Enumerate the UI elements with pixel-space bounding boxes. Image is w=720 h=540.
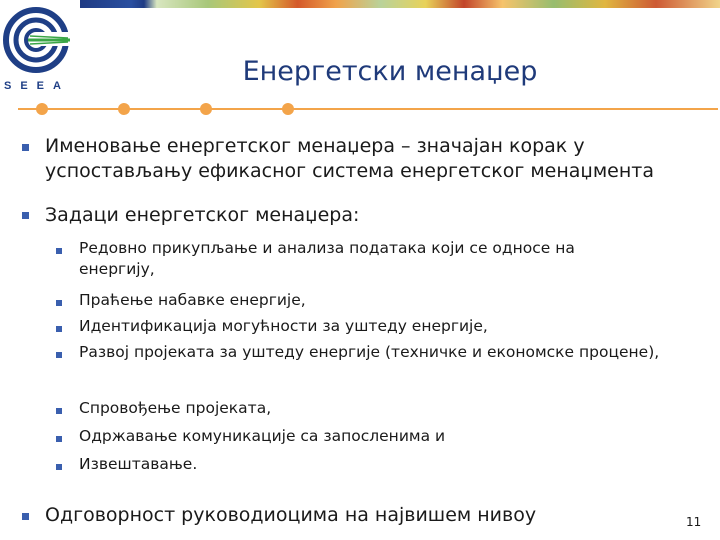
sub-bullet-square-icon (56, 248, 62, 254)
bullet-square-icon (22, 144, 29, 151)
bullet-responsibility: Одговорност руководиоцима на највишем нивоу (45, 504, 537, 526)
bullet-square-icon (22, 513, 29, 520)
divider-dot (36, 103, 48, 115)
sub-bullet-opportunities: Идентификација могућности за уштеду енергије, (79, 317, 488, 335)
sub-bullet-project-development: Развој пројеката за уштеду енергије (техничке и економске процене), (79, 343, 660, 361)
sub-bullet-square-icon (56, 436, 62, 442)
divider-dot (200, 103, 212, 115)
slide-title: Енергетски менаџер (242, 56, 538, 87)
bullet-square-icon (22, 212, 29, 219)
sub-bullet-square-icon (56, 300, 62, 306)
logo-text: SEEA (4, 80, 70, 92)
sub-bullet-communication: Одржавање комуникације са запосленима и (79, 427, 446, 445)
sub-bullet-square-icon (56, 408, 62, 414)
bullet-appointment: Именовање енергетског менаџера – значајан корак у успостављању ефикасног система енергетског менаџмента (45, 135, 655, 182)
sub-bullet-square-icon (56, 352, 62, 358)
sub-bullet-reporting: Извештавање. (79, 455, 198, 473)
sub-bullet-square-icon (56, 326, 62, 332)
sub-bullet-data-collection: Редовно прикупљање и анализа података који се односе на енергију, (79, 239, 575, 278)
divider-dot (118, 103, 130, 115)
bullet-tasks: Задаци енергетског менаџера: (45, 204, 360, 226)
page-number: 11 (686, 515, 702, 529)
sub-bullet-implementation: Спровођење пројеката, (79, 399, 272, 417)
divider-dot (282, 103, 294, 115)
header-banner-image (80, 0, 720, 8)
sub-bullet-procurement: Праћење набавке енергије, (79, 291, 306, 309)
sub-bullet-square-icon (56, 464, 62, 470)
